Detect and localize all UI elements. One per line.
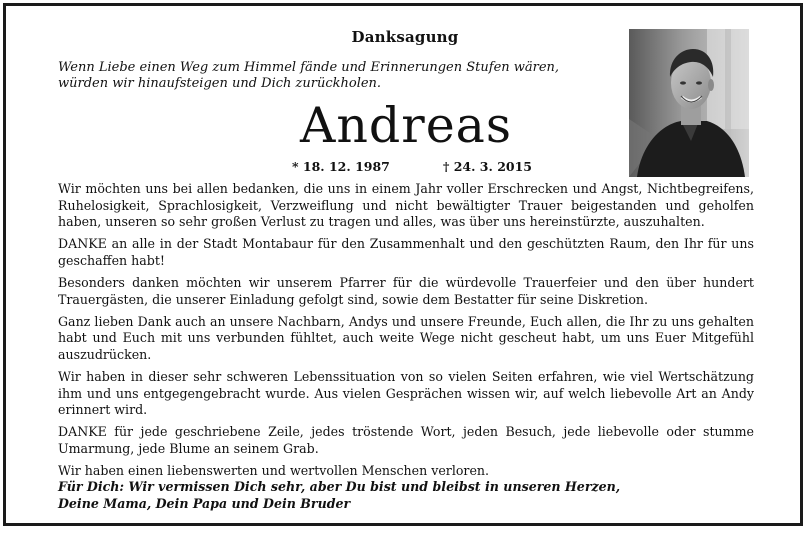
paragraph: DANKE für jede geschriebene Zeile, jedes tröstende Wort, jeden Besuch, jede liebevolle oder stumme Umarmung, jede Blume an seinem Grab. — [58, 424, 754, 456]
motto-quote: Wenn Liebe einen Weg zum Himmel fände und Erinnerungen Stufen wären, würden wir hinaufsteigen und Dich zurückholen. — [58, 60, 560, 91]
thanks-text — [58, 181, 754, 485]
paragraph: Wir möchten uns bei allen bedanken, die uns in einem Jahr voller Erschrecken und Angst, Nichtbegreifens, Ruhelosigkeit, Sprachlosigkeit, Verzweiflung und nicht bewältigter Trauer beigestanden und geholfen haben, unseren so sehr großen Verlust zu tragen und alles, was über uns hereinstürzte, auszuhalten. — [58, 181, 754, 230]
paragraph: DANKE an alle in der Stadt Montabaur für den Zusammenhalt und den geschützten Raum, den Ihr für uns geschaffen habt! — [58, 236, 754, 268]
portrait-photo — [629, 29, 749, 177]
life-dates — [292, 159, 532, 174]
portrait-image — [629, 29, 749, 177]
death-date: † 24. 3. 2015 — [442, 159, 532, 174]
deceased-name: Andreas — [299, 97, 513, 154]
paragraph: Ganz lieben Dank auch an unsere Nachbarn, Andys und unsere Freunde, Euch allen, die Ihr zu uns gehalten habt und Euch mit uns verbunden fühltet, auch weite Wege nicht gescheut habt, um uns Euer Mitgefühl auszudrücken. — [58, 313, 754, 362]
notice-title: Danksagung — [351, 28, 459, 46]
paragraph: Wir haben einen liebenswerten und wertvollen Menschen verloren. — [58, 462, 490, 478]
closing-signature — [58, 478, 658, 512]
birth-date: * 18. 12. 1987 — [292, 159, 390, 174]
paragraph: Besonders danken möchten wir unserem Pfarrer für die würdevolle Trauerfeier und den über hundert Trauergästen, die unserer Einladung gefolgt sind, sowie dem Bestatter für seine Diskretion. — [58, 274, 754, 307]
closing-family: Deine Mama, Dein Papa und Dein Bruder — [58, 496, 351, 511]
paragraph: Wir haben in dieser sehr schweren Lebenssituation von so vielen Seiten erfahren, wie viel Wertschätzung ihm und uns entgegengebracht wurde. Aus vielen Gesprächen wissen wir, auf welch liebevolle Art an Andy erinnert wird. — [58, 368, 754, 418]
closing-dedication: Für Dich: Wir vermissen Dich sehr, aber Du bist und bleibst in unseren Herzen, — [58, 479, 621, 494]
